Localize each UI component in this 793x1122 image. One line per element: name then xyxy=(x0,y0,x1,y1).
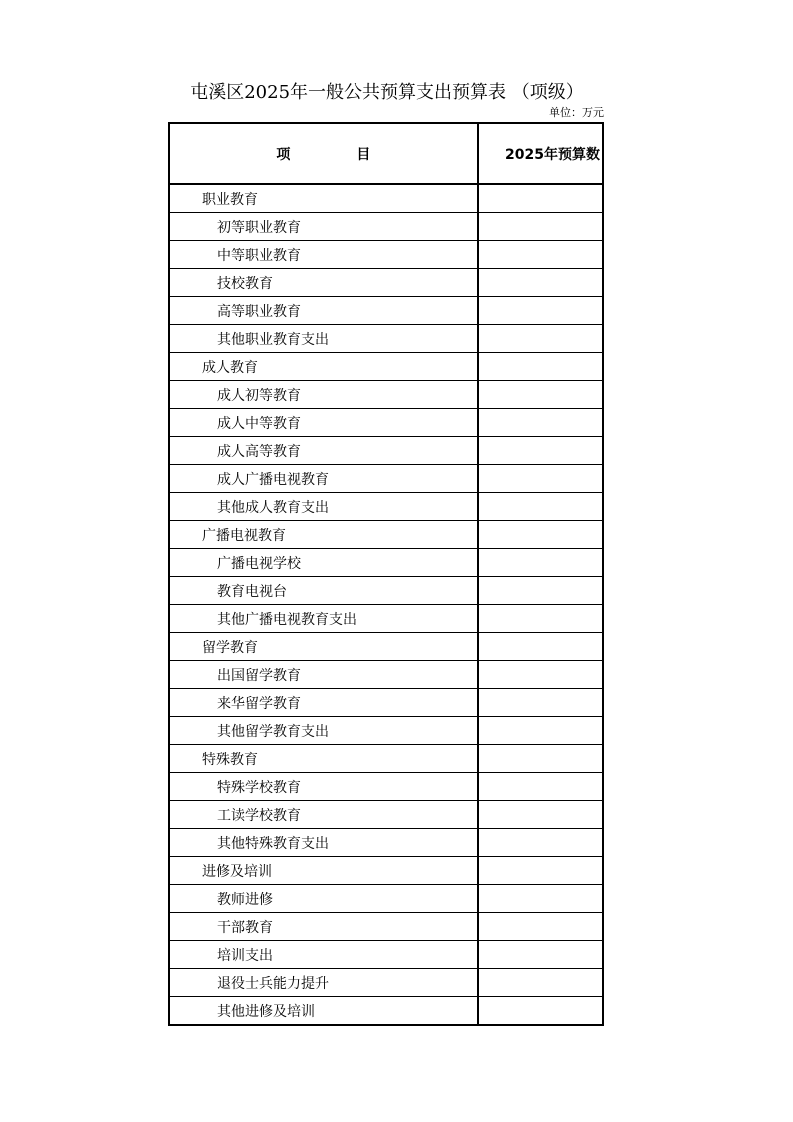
row-label: 培训支出 xyxy=(169,941,478,969)
table-row xyxy=(169,184,603,213)
header-amount: 2025年预算数 xyxy=(478,123,603,184)
row-amount xyxy=(478,353,603,381)
row-label: 特殊学校教育 xyxy=(169,773,478,801)
row-amount xyxy=(478,381,603,409)
row-amount xyxy=(478,465,603,493)
row-amount xyxy=(478,493,603,521)
row-label: 技校教育 xyxy=(169,269,478,297)
row-amount xyxy=(478,857,603,885)
table-row xyxy=(169,213,603,241)
unit-label: 单位：万元 xyxy=(549,106,604,119)
table-row xyxy=(169,437,603,465)
budget-table xyxy=(168,122,604,1026)
row-amount xyxy=(478,997,603,1026)
table-header-row xyxy=(169,123,603,184)
row-label: 来华留学教育 xyxy=(169,689,478,717)
table-row xyxy=(169,801,603,829)
table-row xyxy=(169,493,603,521)
row-label: 留学教育 xyxy=(169,633,478,661)
row-amount xyxy=(478,437,603,465)
row-amount xyxy=(478,689,603,717)
row-amount xyxy=(478,297,603,325)
row-label: 广播电视教育 xyxy=(169,521,478,549)
row-label: 成人教育 xyxy=(169,353,478,381)
row-label: 广播电视学校 xyxy=(169,549,478,577)
row-label: 教师进修 xyxy=(169,885,478,913)
table-row xyxy=(169,633,603,661)
row-amount xyxy=(478,269,603,297)
row-label: 进修及培训 xyxy=(169,857,478,885)
row-amount xyxy=(478,969,603,997)
row-amount xyxy=(478,409,603,437)
table-row xyxy=(169,297,603,325)
header-item xyxy=(169,123,478,184)
row-label: 其他成人教育支出 xyxy=(169,493,478,521)
row-amount xyxy=(478,885,603,913)
table-row xyxy=(169,577,603,605)
row-amount xyxy=(478,213,603,241)
row-label: 其他留学教育支出 xyxy=(169,717,478,745)
table-row xyxy=(169,969,603,997)
row-amount xyxy=(478,661,603,689)
header-item-part2: 目 xyxy=(356,146,371,163)
row-label: 其他职业教育支出 xyxy=(169,325,478,353)
table-row xyxy=(169,381,603,409)
row-amount xyxy=(478,184,603,213)
table-row xyxy=(169,717,603,745)
table-row xyxy=(169,857,603,885)
row-amount xyxy=(478,325,603,353)
page-title: 屯溪区2025年一般公共预算支出预算表 （项级） xyxy=(190,82,584,103)
table-row xyxy=(169,745,603,773)
table-row xyxy=(169,241,603,269)
table-row xyxy=(169,885,603,913)
row-amount xyxy=(478,717,603,745)
row-label: 其他进修及培训 xyxy=(169,997,478,1026)
table-row xyxy=(169,997,603,1026)
table-row xyxy=(169,549,603,577)
row-amount xyxy=(478,773,603,801)
row-amount xyxy=(478,577,603,605)
row-label: 出国留学教育 xyxy=(169,661,478,689)
row-label: 教育电视台 xyxy=(169,577,478,605)
row-amount xyxy=(478,521,603,549)
table-row xyxy=(169,521,603,549)
row-label: 干部教育 xyxy=(169,913,478,941)
table-row xyxy=(169,773,603,801)
row-amount xyxy=(478,745,603,773)
header-item-part1: 项 xyxy=(276,146,291,163)
row-label: 初等职业教育 xyxy=(169,213,478,241)
table-row xyxy=(169,689,603,717)
table-row xyxy=(169,465,603,493)
row-label: 中等职业教育 xyxy=(169,241,478,269)
row-label: 成人初等教育 xyxy=(169,381,478,409)
table-row xyxy=(169,409,603,437)
table-row xyxy=(169,605,603,633)
row-amount xyxy=(478,801,603,829)
table-row xyxy=(169,941,603,969)
table-row xyxy=(169,913,603,941)
row-label: 成人广播电视教育 xyxy=(169,465,478,493)
row-label: 其他特殊教育支出 xyxy=(169,829,478,857)
table-row xyxy=(169,269,603,297)
row-amount xyxy=(478,605,603,633)
row-amount xyxy=(478,941,603,969)
row-amount xyxy=(478,241,603,269)
row-amount xyxy=(478,633,603,661)
table-row xyxy=(169,325,603,353)
row-label: 其他广播电视教育支出 xyxy=(169,605,478,633)
table-row xyxy=(169,353,603,381)
row-amount xyxy=(478,549,603,577)
table-row xyxy=(169,661,603,689)
row-amount xyxy=(478,913,603,941)
row-amount xyxy=(478,829,603,857)
row-label: 工读学校教育 xyxy=(169,801,478,829)
table-body xyxy=(169,123,603,1025)
row-label: 高等职业教育 xyxy=(169,297,478,325)
table-row xyxy=(169,829,603,857)
row-label: 成人高等教育 xyxy=(169,437,478,465)
row-label: 退役士兵能力提升 xyxy=(169,969,478,997)
row-label: 职业教育 xyxy=(169,184,478,213)
row-label: 特殊教育 xyxy=(169,745,478,773)
row-label: 成人中等教育 xyxy=(169,409,478,437)
